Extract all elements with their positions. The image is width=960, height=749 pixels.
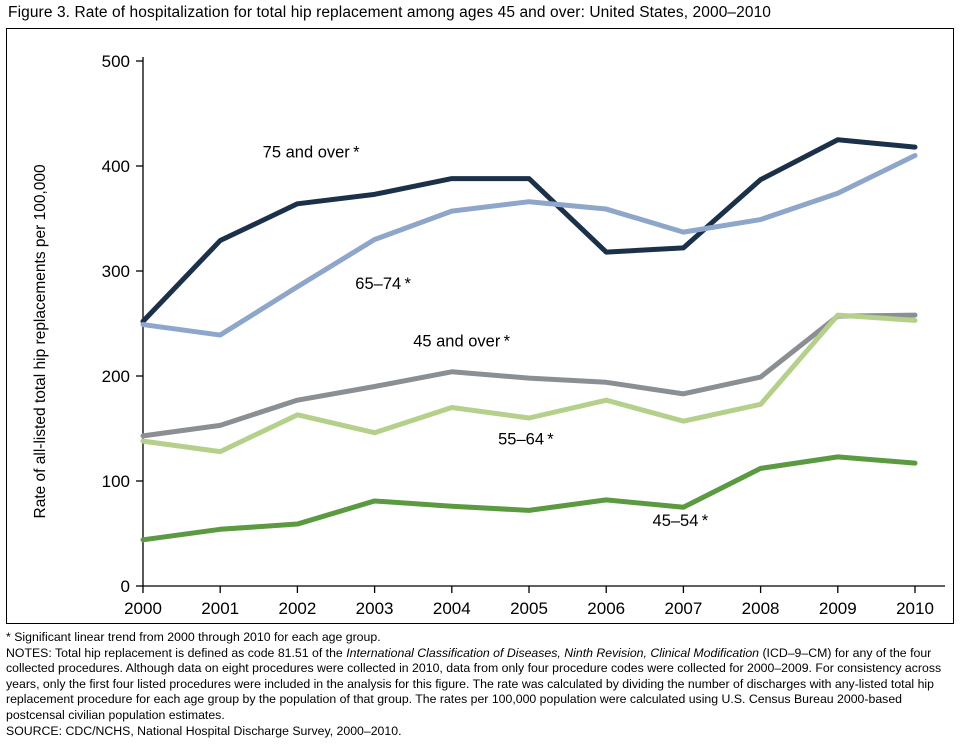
- y-tick-label: 300: [101, 262, 130, 281]
- series-line-4: [143, 457, 915, 540]
- line-chart: [7, 29, 953, 623]
- series-label-4: 45–54 *: [652, 512, 709, 531]
- notes-rest: (ICD–9–CM) for any of the four collected procedures. Although data on eight procedures were collected in 2010, data from only four procedure codes were collected for 2000–2009. For consistency across years, only the first four listed procedures were included in the analysis for this figure. The rate was calculated by dividing the number of discharges with any-listed total hip replacement procedure for each age group by the population of that group. The rates per 100,000 population were calculated using U.S. Census Bureau 2000-based postcensal civilian population estimates.: [6, 645, 942, 722]
- x-tick-label: 2006: [587, 599, 626, 618]
- series-label-3: 55–64 *: [498, 430, 554, 449]
- x-tick-label: 2008: [741, 599, 780, 618]
- footnote-source: SOURCE: CDC/NCHS, National Hospital Discharge Survey, 2000–2010.: [6, 723, 402, 738]
- series-label-1: 65–74 *: [355, 274, 411, 293]
- footnote-asterisk: * Significant linear trend from 2000 through 2010 for each age group.: [6, 630, 381, 644]
- x-tick-label: 2007: [664, 599, 703, 618]
- notes-prefix: NOTES: Total hip replacement is defined as code 81.51 of the: [6, 645, 347, 660]
- x-tick-label: 2002: [278, 599, 317, 618]
- y-tick-label: 100: [101, 472, 130, 491]
- notes-italic-title: International Classification of Diseases, Ninth Revision, Clinical Modification: [346, 645, 760, 660]
- x-tick-label: 2000: [124, 599, 162, 618]
- chart-container: [6, 28, 954, 624]
- y-tick-label: 500: [101, 52, 130, 71]
- page-title: Figure 3. Rate of hospitalization for total hip replacement among ages 45 and over: United States, 2000–2010: [8, 4, 772, 21]
- series-label-2: 45 and over *: [413, 332, 511, 351]
- x-tick-label: 2003: [355, 599, 394, 618]
- y-tick-label: 400: [101, 157, 130, 176]
- y-axis-title: Rate of all-listed total hip replacements per 100,000: [32, 164, 49, 519]
- x-tick-label: 2009: [818, 599, 857, 618]
- footnotes: [6, 630, 954, 739]
- x-tick-label: 2004: [432, 599, 471, 618]
- x-tick-label: 2005: [510, 599, 548, 618]
- series-label-0: 75 and over *: [262, 143, 360, 162]
- series-line-0: [143, 140, 915, 322]
- x-tick-label: 2010: [896, 599, 934, 618]
- y-tick-label: 200: [101, 367, 130, 386]
- footnote-notes: [6, 646, 954, 724]
- y-tick-label: 0: [120, 577, 130, 596]
- x-tick-label: 2001: [201, 599, 240, 618]
- series-line-1: [143, 156, 915, 336]
